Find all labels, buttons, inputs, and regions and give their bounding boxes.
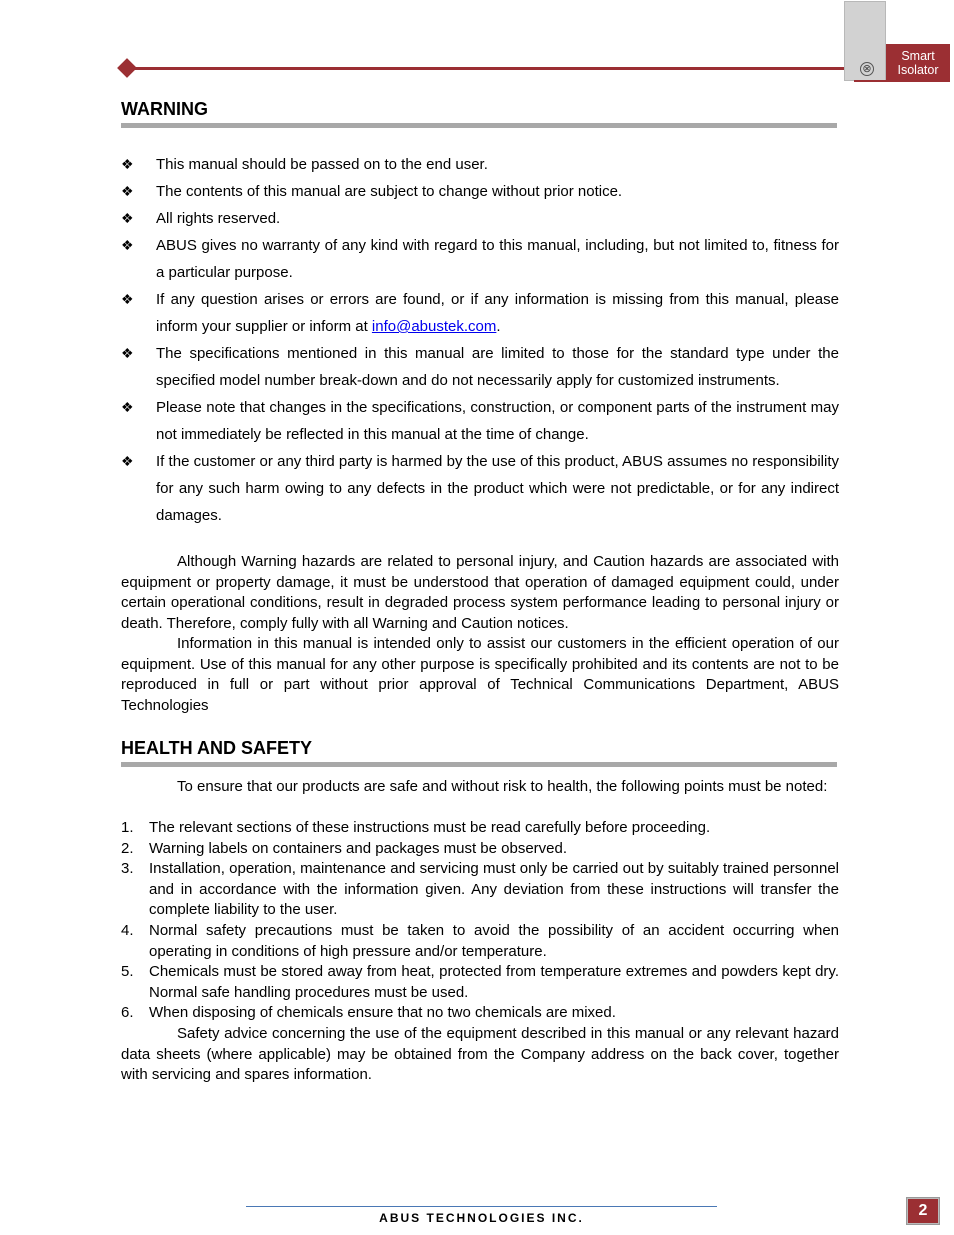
warning-heading: WARNING <box>121 99 208 119</box>
page-number: 2 <box>908 1199 938 1223</box>
bullet-icon: ❖ <box>121 291 134 307</box>
list-item: ❖ The specifications mentioned in this manual are limited to those for the standard type under the specified model number break-down and do not necessarily apply for customized instruments. <box>121 340 839 394</box>
bullet-icon: ❖ <box>121 237 134 253</box>
list-item: 5. Chemicals must be stored away from heat, protected from temperature extremes and powders kept dry. Normal safe handling procedures must be used. <box>121 963 839 1001</box>
bullet-icon: ❖ <box>121 183 134 199</box>
list-item: ❖ The contents of this manual are subject to change without prior notice. <box>121 178 839 205</box>
list-item: ❖ If any question arises or errors are found, or if any information is missing from this manual, please inform your supplier or inform at info@abustek.com. <box>121 286 839 340</box>
health-intro: To ensure that our products are safe and without risk to health, the following points must be noted: <box>177 778 828 795</box>
header-rule <box>128 67 844 70</box>
footer-company: ABUS TECHNOLOGIES INC. <box>379 1211 584 1225</box>
footer-rule <box>246 1206 717 1207</box>
health-list <box>121 818 839 1024</box>
list-item: ❖ Please note that changes in the specifications, construction, or component parts of the instrument may not immediately be reflected in this manual at the time of change. <box>121 394 839 448</box>
tab-underline <box>854 80 950 82</box>
health-heading: HEALTH AND SAFETY <box>121 738 312 758</box>
warning-paragraph-1: Although Warning hazards are related to personal injury, and Caution hazards are associated with equipment or property damage, it must be understood that operation of damaged equipment could, under certain operational conditions, result in degraded process system performance leading to personal injury or death. Therefore, comply fully with all Warning and Caution notices. <box>121 553 839 632</box>
list-item: 1. The relevant sections of these instructions must be read carefully before proceeding. <box>121 819 711 836</box>
list-item: 2. Warning labels on containers and packages must be observed. <box>121 839 568 857</box>
list-item: ❖ If the customer or any third party is harmed by the use of this product, ABUS assumes no responsibility for any such harm owing to any defects in the product which were not predictable, or for any indirect damages. <box>121 448 839 529</box>
warning-list <box>121 151 839 529</box>
product-tab-line1: Smart <box>901 49 935 63</box>
bullet-icon: ❖ <box>121 399 134 415</box>
list-item: 4. Normal safety precautions must be taken to avoid the possibility of an accident occurring when operating in conditions of high pressure and/or temperature. <box>121 921 839 960</box>
list-item: 3. Installation, operation, maintenance and servicing must only be carried out by suitably trained personnel and in accordance with the information given. Any deviation from these instructions will transfer the complete liability to the user. <box>121 860 839 919</box>
list-item: ❖ ABUS gives no warranty of any kind with regard to this manual, including, but not limited to, fitness for a particular purpose. <box>121 232 839 286</box>
close-circle-icon: ⊗ <box>860 62 874 76</box>
header-diamond <box>117 58 137 78</box>
list-item: ❖ All rights reserved. <box>121 205 839 232</box>
warning-rule <box>121 123 837 128</box>
list-item: ❖ This manual should be passed on to the end user. <box>121 151 839 178</box>
health-rule <box>121 762 837 767</box>
warning-paragraph-2: Information in this manual is intended only to assist our customers in the efficient operation of our equipment. Use of this manual for any other purpose is specifically prohibited and its contents are not to be reproduced in full or part without prior approval of Technical Communications Department, ABUS Technologies <box>121 635 839 714</box>
bullet-icon: ❖ <box>121 453 134 469</box>
health-closing: Safety advice concerning the use of the equipment described in this manual or any relevant hazard data sheets (where applicable) may be obtained from the Company address on the back cover, together with servicing and spares information. <box>121 1025 839 1084</box>
bullet-icon: ❖ <box>121 345 134 361</box>
product-tab <box>886 44 950 82</box>
list-item: 6. When disposing of chemicals ensure that no two chemicals are mixed. <box>121 1004 616 1022</box>
email-link[interactable]: info@abustek.com <box>371 318 497 335</box>
bullet-icon: ❖ <box>121 210 134 226</box>
bullet-icon: ❖ <box>121 156 134 172</box>
product-tab-line2: Isolator <box>897 63 939 77</box>
